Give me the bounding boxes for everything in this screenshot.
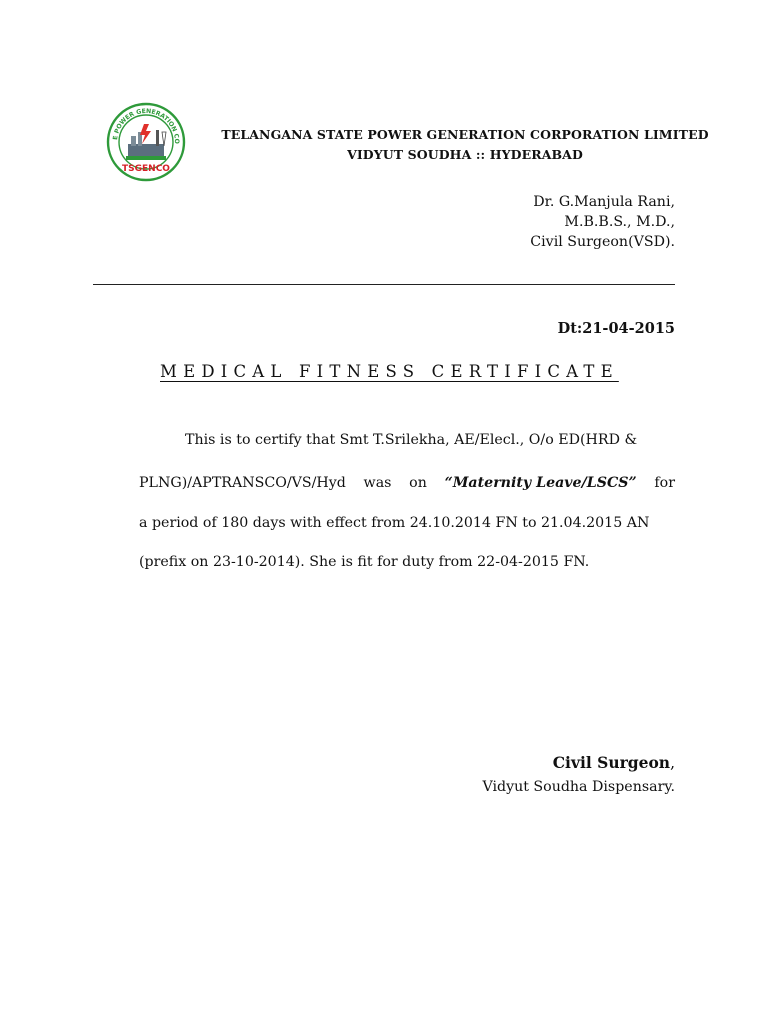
signatory-title [553,753,675,772]
tsgenco-emblem-icon [100,102,192,182]
organization-address: VIDYUT SOUDHA :: HYDERABAD [347,147,583,162]
doctor-qualifications: M.B.B.S., M.D., [564,214,675,230]
doctor-designation: Civil Surgeon(VSD). [530,234,675,250]
certificate-title: MEDICAL FITNESS CERTIFICATE [160,362,619,381]
body-line-3: a period of 180 days with effect from 24.10.2014 FN to 21.04.2015 AN [139,515,650,531]
body-line-4: (prefix on 23-10-2014). She is fit for duty from 22-04-2015 FN. [139,554,590,570]
doctor-block [530,192,675,252]
signatory-title-comma: , [670,754,675,772]
body-line-2-word: was [363,475,392,491]
logo-brand-text: TSGENCO [122,164,170,174]
body-line-2 [139,475,675,491]
header-divider [93,284,675,285]
doctor-name: Dr. G.Manjula Rani, [533,194,675,210]
signatory-title-text: Civil Surgeon [552,753,671,772]
organization-name: TELANGANA STATE POWER GENERATION CORPORATION LIMITED [221,127,709,142]
body-line-2-word: for [654,475,675,491]
body-line-2-word: on [409,475,427,491]
logo-ring-text: E POWER GENERATION CO [112,107,181,144]
signatory-office: Vidyut Soudha Dispensary. [482,779,675,795]
body-line-1: This is to certify that Smt T.Srilekha, AE/Elecl., O/o ED(HRD & [185,432,638,448]
body-line-2-word: PLNG)/APTRANSCO/VS/Hyd [139,475,346,491]
leave-type-emphasis: “Maternity Leave/LSCS” [444,475,637,491]
certificate-date: Dt:21-04-2015 [557,320,675,337]
